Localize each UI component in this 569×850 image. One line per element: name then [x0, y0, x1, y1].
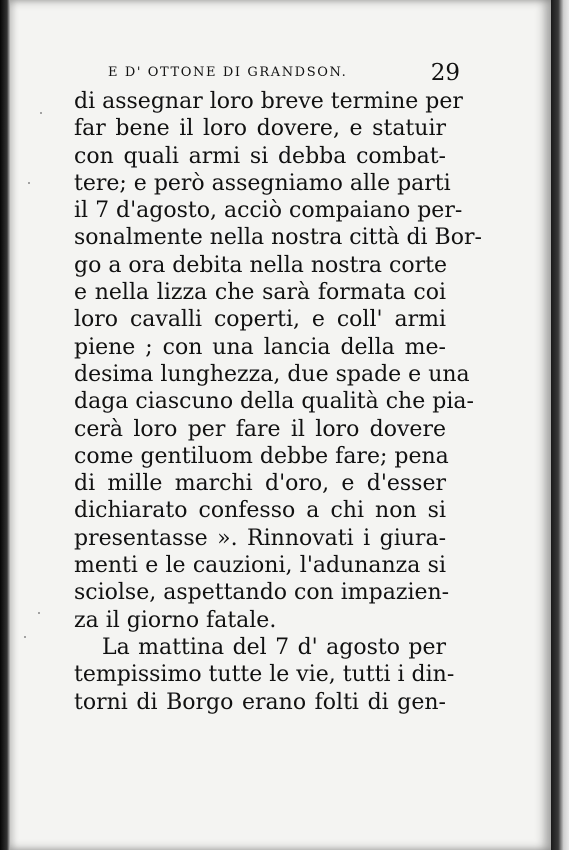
- text-line: La mattina del 7 d' agosto per: [102, 634, 446, 660]
- page-number: 29: [430, 60, 460, 86]
- text-line: go a ora debita nella nostra corte: [74, 252, 447, 278]
- text-line: di mille marchi d'oro, e d'esser: [74, 471, 446, 497]
- text-line: sciolse, aspettando con impazien-: [74, 580, 450, 606]
- paper-speck: [40, 112, 42, 114]
- text-line: za il giorno fatale.: [74, 607, 277, 633]
- text-line: sonalmente nella nostra città di Bor-: [74, 225, 482, 251]
- text-line: di assegnar loro breve termine per: [74, 89, 463, 114]
- page-right-edge: [551, 0, 569, 850]
- text-line: tempissimo tutte le vie, tutti i din-: [74, 662, 455, 688]
- paragraph-1: [74, 88, 482, 634]
- text-line: daga ciascuno della qualità che pia-: [74, 389, 474, 415]
- text-line: piene ; con una lancia della me-: [74, 334, 446, 360]
- paper-speck: [28, 182, 30, 184]
- text-line: il 7 d'agosto, acciò compaiano per-: [74, 198, 463, 224]
- text-line: cerà loro per fare il loro dovere: [74, 416, 446, 442]
- paper-speck: [24, 636, 26, 638]
- paragraph-2: [74, 634, 455, 716]
- text-line: desima lunghezza, due spade e una: [74, 361, 470, 387]
- text-line: loro cavalli coperti, e coll' armi: [74, 307, 446, 333]
- body-text: [74, 88, 482, 716]
- paper-speck: [38, 612, 40, 614]
- text-line: torni di Borgo erano folti di gen-: [74, 689, 446, 715]
- text-line: e nella lizza che sarà formata coi: [74, 280, 446, 306]
- text-line: presentasse ». Rinnovati i giura-: [74, 525, 446, 551]
- text-line: menti e le cauzioni, l'adunanza si: [74, 553, 446, 579]
- text-line: con quali armi si debba combat-: [74, 143, 446, 169]
- page-header: [108, 60, 460, 88]
- page-left-shadow: [0, 0, 10, 850]
- text-line: far bene il loro dovere, e statuir: [74, 116, 446, 142]
- text-line: tere; e però assegniamo alle parti: [74, 170, 451, 196]
- text-line: come gentiluom debbe fare; pena: [74, 443, 449, 469]
- text-line: dichiarato confesso a chi non si: [74, 498, 446, 524]
- running-head: E D' OTTONE DI GRANDSON.: [108, 65, 348, 80]
